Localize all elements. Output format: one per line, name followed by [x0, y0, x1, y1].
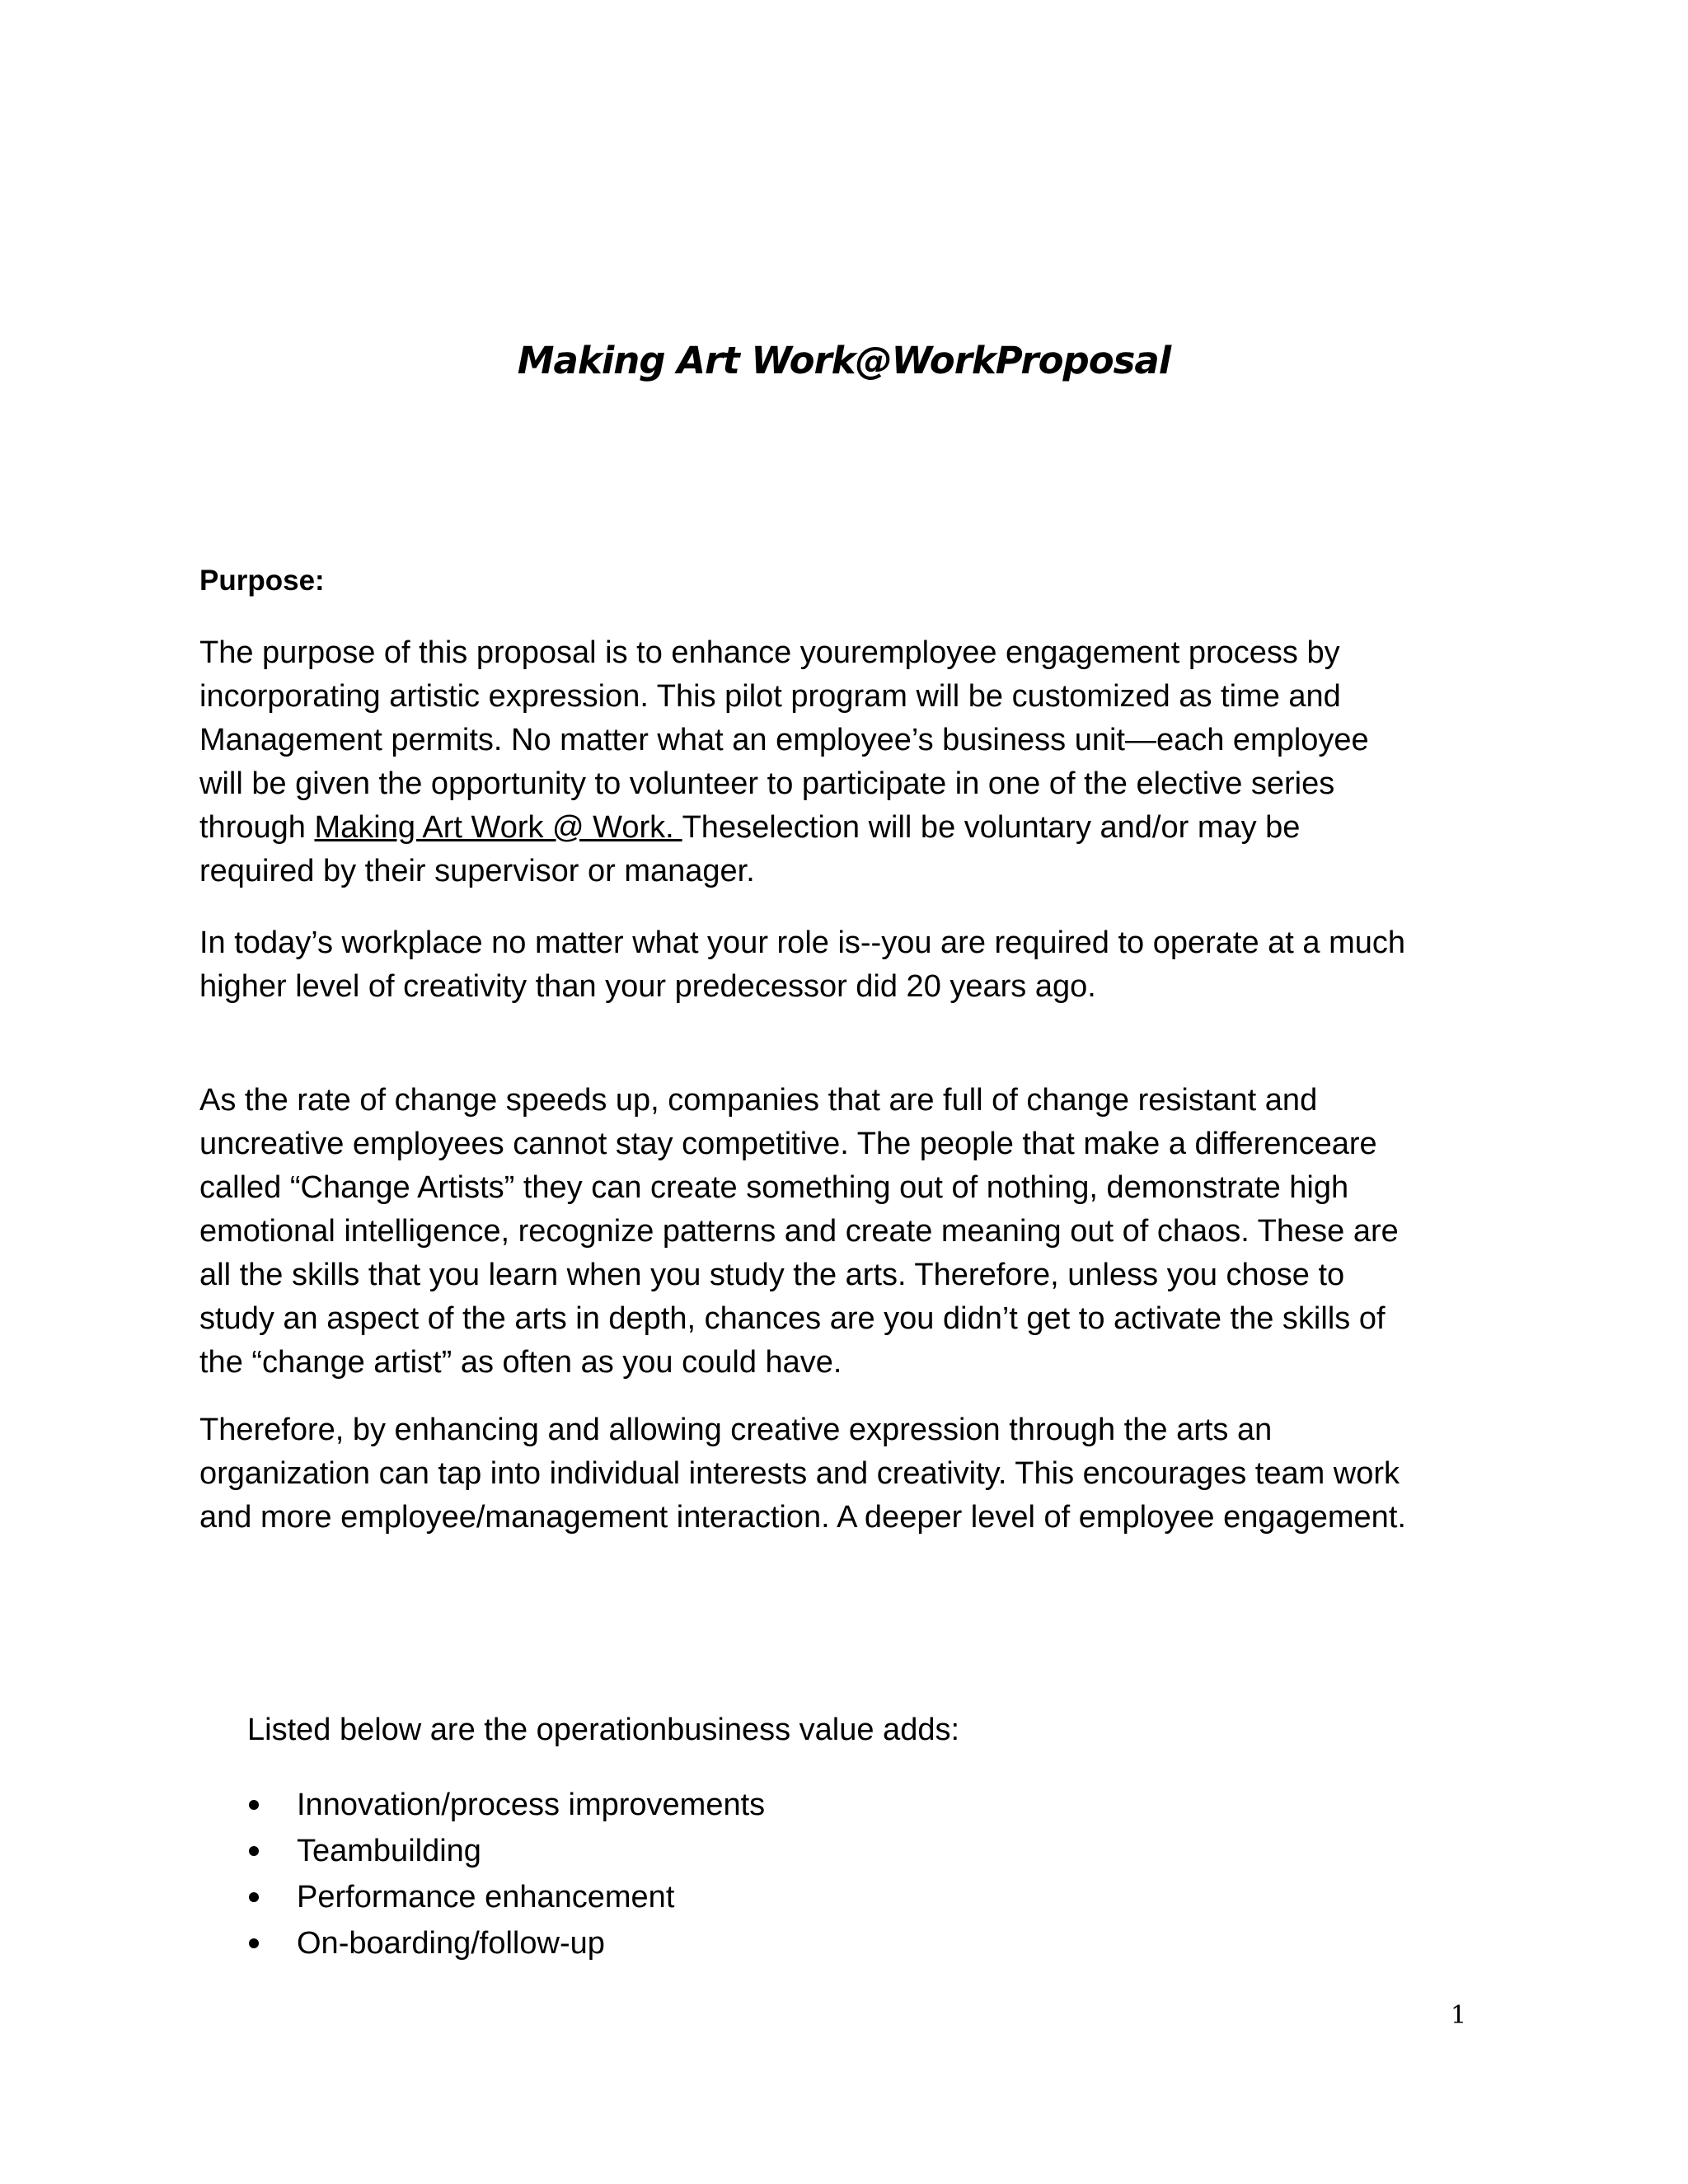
- paragraph-line: called “Change Artists” they can create something out of nothing, demonstrate high: [199, 1170, 1349, 1205]
- list-item: [247, 1828, 765, 1874]
- list-item: [247, 1782, 765, 1828]
- paragraph-line: [199, 806, 1502, 850]
- paragraph-line: will be given the opportunity to volunteer to participate in one of the elective series: [199, 766, 1335, 801]
- paragraph-line: emotional intelligence, recognize patterns and create meaning out of chaos. These are: [199, 1214, 1399, 1249]
- paragraph-line: organization can tap into individual interests and creativity. This encourages team work: [199, 1456, 1400, 1491]
- program-name-link: Making Art Work @ Work.: [314, 810, 682, 845]
- list-item-label: Performance enhancement: [297, 1880, 675, 1915]
- paragraph-line: the “change artist” as often as you could have.: [199, 1345, 842, 1380]
- change-artists-paragraph: [199, 1079, 1502, 1385]
- list-item: [247, 1920, 765, 1966]
- paragraph-line: Therefore, by enhancing and allowing creative expression through the arts an: [199, 1413, 1273, 1447]
- paragraph-line: higher level of creativity than your predecessor did 20 years ago.: [199, 969, 1096, 1004]
- bullet-icon: [249, 1800, 259, 1810]
- paragraph-line: uncreative employees cannot stay competitive. The people that make a differenceare: [199, 1127, 1377, 1161]
- bullet-icon: [249, 1892, 259, 1902]
- workplace-paragraph: [199, 921, 1502, 1009]
- paragraph-line: Management permits. No matter what an employee’s business unit—each employee: [199, 723, 1369, 757]
- paragraph-text: Theselection will be voluntary and/or may be: [682, 810, 1301, 845]
- paragraph-line: incorporating artistic expression. This pilot program will be customized as time and: [199, 679, 1341, 714]
- list-item-label: Innovation/process improvements: [297, 1788, 766, 1822]
- paragraph-line: study an aspect of the arts in depth, chances are you didn’t get to activate the skills of: [199, 1301, 1386, 1336]
- conclusion-paragraph: [199, 1408, 1502, 1540]
- paragraph-text: through: [199, 810, 315, 845]
- list-item: [247, 1874, 765, 1920]
- paragraph-line: all the skills that you learn when you study the arts. Therefore, unless you chose to: [199, 1258, 1345, 1292]
- value-adds-list: [247, 1782, 765, 1966]
- value-adds-intro: Listed below are the operationbusiness value adds:: [247, 1713, 960, 1747]
- paragraph-line: As the rate of change speeds up, companies that are full of change resistant and: [199, 1083, 1318, 1118]
- purpose-heading: Purpose:: [199, 565, 325, 597]
- page-number: 1: [1451, 2001, 1467, 2030]
- bullet-icon: [249, 1938, 259, 1948]
- list-item-label: Teambuilding: [297, 1834, 481, 1868]
- paragraph-line: and more employee/management interaction. A deeper level of employee engagement.: [199, 1500, 1406, 1535]
- bullet-icon: [249, 1846, 259, 1856]
- purpose-paragraph: [199, 631, 1502, 893]
- list-item-label: On-boarding/follow-up: [297, 1926, 605, 1961]
- paragraph-line: The purpose of this proposal is to enhance youremployee engagement process by: [199, 635, 1340, 670]
- paragraph-line: required by their supervisor or manager.: [199, 854, 755, 888]
- document-title: Making Art Work@WorkProposal: [517, 339, 1171, 382]
- paragraph-line: In today’s workplace no matter what your role is--you are required to operate at a much: [199, 926, 1406, 960]
